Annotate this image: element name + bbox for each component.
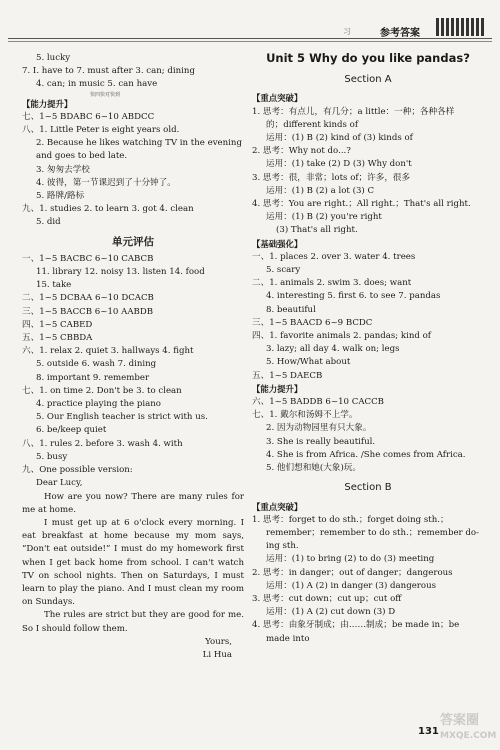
letter-greeting: Dear Lucy, (36, 478, 83, 489)
section-a-title: Section A (344, 74, 392, 86)
page-header (0, 0, 500, 40)
page-number: 131 (418, 726, 439, 737)
answer-line: 3. lazy; all day 4. walk on; legs (266, 344, 400, 355)
answer-line: 运用：(1) A (2) in danger (3) dangerous (266, 580, 437, 591)
header-logo-icon (436, 18, 486, 36)
answer-line: 一、1~5 BACBC 6~10 CABCB (22, 253, 154, 264)
answer-line: 七、1. on time 2. Don't be 3. to clean (22, 385, 182, 396)
section-b-title: Section B (344, 482, 392, 494)
answer-line: 五、1~5 CBBDA (22, 333, 93, 344)
answer-line: 七、1~5 BDABC 6~10 ABDCC (22, 111, 155, 122)
answer-line: 5. How/What about (266, 357, 351, 368)
answer-line: 3. 匆匆去学校 (36, 164, 90, 175)
answer-line: 3. 思考：很，非常；lots of；许多，很多 (252, 172, 411, 183)
answer-line: 4. 彼得，第一节课迟到了十分钟了。 (36, 177, 176, 188)
answer-line: 5. outside 6. wash 7. dining (36, 359, 157, 370)
section-heading: 【重点突破】 (252, 501, 303, 512)
section-heading: 【能力提升】 (22, 98, 73, 109)
answer-line: 九、1. studies 2. to learn 3. got 4. clean (22, 204, 194, 215)
answer-line: 一、1. places 2. over 3. water 4. trees (252, 251, 416, 262)
watermark-logo: 答案圈 (440, 713, 480, 728)
left-column (22, 52, 244, 662)
answer-line: 运用：(1) take (2) D (3) Why don't (266, 159, 412, 170)
answer-line: 八、1. rules 2. before 3. wash 4. with (22, 438, 183, 449)
answer-line: 七、1. 戴尔和汤姆不上学。 (252, 410, 358, 421)
answer-line: 3. 思考：cut down；cut up；cut off (252, 593, 402, 604)
answer-line: 8. beautiful (266, 304, 316, 315)
answer-line: 5. lucky (36, 53, 71, 63)
answer-line: 5. Our English teacher is strict with us. (36, 412, 208, 423)
answer-line: 2. 因为动物园里有只大象。 (266, 423, 372, 434)
answer-line: 1. 思考：有点儿，有几分；a little：一种；各种各样 (252, 106, 455, 117)
answer-line: 2. Because he likes watching TV in the evening (36, 138, 242, 149)
section-heading: 【能力提升】 (252, 383, 303, 394)
section-heading: 【基础强化】 (252, 238, 303, 249)
answer-line: 八、1. Little Peter is eight years old. (22, 125, 180, 136)
answer-line: 15. take (36, 280, 72, 291)
answer-line: (3) That's all right. (276, 225, 358, 236)
section-heading: 【重点突破】 (252, 93, 303, 104)
answer-line: 2. 思考：in danger；out of danger；dangerous (252, 567, 453, 578)
answer-line: 运用：(1) to bring (2) to do (3) meeting (266, 554, 435, 565)
right-column (252, 52, 484, 646)
answer-line: 5. busy (36, 451, 68, 462)
answer-line: 四、1~5 CABED (22, 319, 93, 330)
answer-line: 运用：(1) A (2) cut down (3) D (266, 607, 396, 618)
letter-closing: Yours, (205, 636, 232, 647)
unit-title: Unit 5 Why do you like pandas? (266, 51, 470, 65)
letter-signature: Li Hua (202, 649, 232, 660)
answer-line: 运用：(1) B (2) you're right (266, 212, 382, 223)
answer-line: 的；different kinds of (266, 119, 359, 130)
answer-line: 4. interesting 5. first 6. to see 7. pandas (266, 291, 441, 302)
answer-line: 6. be/keep quiet (36, 425, 107, 436)
header-rule-thin (8, 41, 492, 42)
answer-line: 8. important 9. remember (36, 372, 150, 383)
handwritten-note: 快四快对快到 (90, 91, 121, 98)
letter-paragraph: I must get up at 6 o'clock every morning. I eat breakfast at home because my mom says, “Don't eat outside!” I must do my homework first when I get back home from school. I can't watch TV on school nights. Then on Saturdays, I must learn to play the piano. And I must clean my room on Sundays. (22, 517, 244, 608)
watermark-url: MXQE.COM (440, 731, 497, 741)
answer-line: 运用：(1) B (2) kind of (3) kinds of (266, 133, 413, 144)
letter-paragraph: How are you now? There are many rules for me at home. (22, 491, 244, 515)
answer-line: 六、1. relax 2. quiet 3. hallways 4. fight (22, 346, 194, 357)
answer-line: 7. I. have to 7. must after 3. can; dining (22, 66, 195, 77)
answer-line: 4. 思考：You are right.；All right.；That's all right. (252, 199, 471, 210)
answer-line: 4. practice playing the piano (36, 399, 161, 410)
answer-line: made into (266, 633, 310, 644)
answer-line: 4. can; in music 5. can have (36, 79, 158, 90)
answer-line: 3. She is really beautiful. (266, 436, 376, 447)
answer-line: and goes to bed late. (36, 151, 128, 162)
header-mark: 习 (343, 27, 351, 36)
answer-line: 5. scary (266, 265, 301, 276)
unit-evaluation-title: 单元评估 (112, 235, 154, 248)
answer-line: 5. 他们想和她(大象)玩。 (266, 463, 361, 474)
answer-line: 4. 思考：由象牙制成；由……制成；be made in；be (252, 620, 460, 631)
answer-line: 11. library 12. noisy 13. listen 14. food (36, 267, 205, 278)
answer-line: 九、One possible version: (22, 465, 133, 476)
answer-line: 三、1~5 BAACD 6~9 BCDC (252, 317, 373, 328)
answer-line: 五、1~5 DAECB (252, 370, 323, 381)
answer-line: 1. 思考：forget to do sth.；forget doing sth.； (252, 514, 449, 525)
answer-line: 5. did (36, 217, 61, 228)
answer-line: remember；remember to do sth.；remember do- (266, 527, 479, 538)
answer-line: ing sth. (266, 541, 299, 552)
header-title: 参考答案 (380, 28, 420, 39)
header-rule (8, 38, 492, 39)
answer-line: 四、1. favorite animals 2. pandas; kind of (252, 331, 431, 342)
answer-line: 2. 思考：Why not do...? (252, 146, 351, 157)
answer-line: 三、1~5 BACCB 6~10 AABDB (22, 306, 154, 317)
answer-line: 4. She is from Africa. /She comes from Africa. (266, 449, 466, 460)
answer-line: 5. 路牌/路标 (36, 191, 85, 202)
answer-line: 运用：(1) B (2) a lot (3) C (266, 185, 375, 196)
answer-line: 二、1. animals 2. swim 3. does; want (252, 278, 412, 289)
answer-line: 六、1~5 BADDB 6~10 CACCB (252, 397, 384, 408)
answer-line: 二、1~5 DCBAA 6~10 DCACB (22, 293, 154, 304)
letter-paragraph: The rules are strict but they are good for me. So I should follow them. (22, 610, 244, 634)
